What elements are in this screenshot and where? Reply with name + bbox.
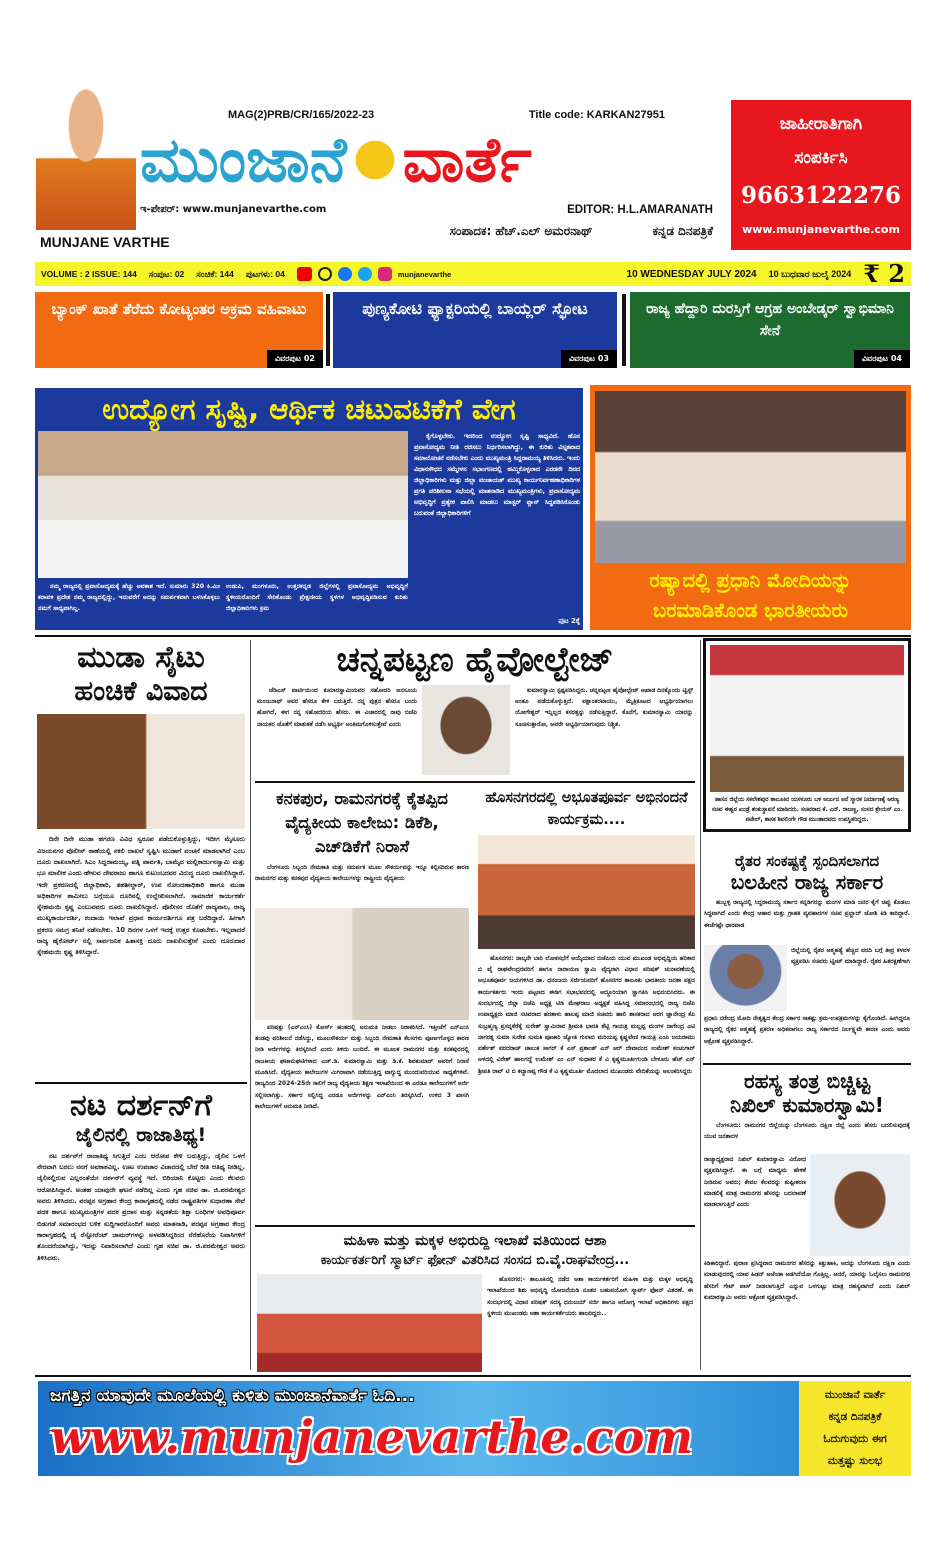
hosanagara-photo <box>478 835 695 949</box>
teaser-highway[interactable] <box>630 292 910 368</box>
nikhil-body-bottom: ಕಿಡಿಕಾರಿದ್ದಾರೆ. ಪುರಾಣ ಪ್ರಸಿದ್ಧವಾದ ರಾಮನಗರ ಹೆಸರನ್ನು ಕಿತ್ತುಹಾಕಿ, ಅದನ್ನು ಬೆಂಗಳೂರು ದಕ್ಷಿಣ ಎಂದು ಮಾಡುವುದರಲ್ಲಿ ಯಾವ ಹಿಡನ್ ಅಜೆಂಡಾ ಅಡಗಿದೆಯೋ ಗೊತ್ತಿಲ್ಲ. ಆದರೆ, ಯಾರನ್ನು ಓಲೈಸಲು ರಾಮನಗರ ಹೆಸರಿಗೆ ಗೇಟ್ ಪಾಸ್ ನೀಡಲಾಗುತ್ತಿದೆ ಎನ್ನುವ ಒಳಗುಟ್ಟು ಮಾತ್ರ ರಹಸ್ಯವಾಗಿದೆ ಎಂದು ನಿಖಿಲ್ ಕುಮಾರಸ್ವಾಮಿ ಅವರು ಆಕ್ರೋಶ ವ್ಯಕ್ತಪಡಿಸಿದ್ದಾರೆ. <box>704 1260 910 1301</box>
price: ₹ 2 <box>863 259 905 288</box>
nikhil-photo <box>810 1154 910 1256</box>
hosanagara-headline: ಹೊಸನಗರದಲ್ಲಿ ಅಭೂತಪೂರ್ವ ಅಭಿನಂದನೆ ಕಾರ್ಯಕ್ರಮ.... <box>485 789 688 828</box>
asha-photo <box>257 1274 482 1372</box>
nikhil-headline-2: ನಿಖಿಲ್ ಕುಮಾರಸ್ವಾಮಿ! <box>730 1093 884 1117</box>
lead-body-b: ಉಡುಪಿ, ಮಂಗಳೂರು, ಉತ್ತರಕನ್ನಡ ಜಿಲ್ಲೆಗಳಲ್ಲಿ ಪ್ರವಾಸೋದ್ಯಮ ಅಭಿವೃದ್ಧಿಗೆ ಸ್ಥಳೀಯರೊಂದಿಗೆ ಸೇರಿಕೊಂಡು ಪ್ರೇಕ್ಷಣೀಯ ಸ್ಥಳಗಳ ಅಭಿವೃದ್ಧಿಪಡಿಸುವ ಕುರಿತು ಜಿಲ್ಲಾಧಿಕಾರಿಗಳು ಕ್ರಮ <box>226 583 408 612</box>
medical-headline: ಕನಕಪುರ, ರಾಮನಗರಕ್ಕೆ ಕೈತಪ್ಪಿದ ವೈದ್ಯಕೀಯ ಕಾಲೇಜು: ಡಿಕೆಶಿ, ಎಚ್‌ಡಿಕೆಗೆ ನಿರಾಸೆ <box>276 788 448 856</box>
section-divider <box>255 781 695 783</box>
banner-side-box <box>799 1381 911 1476</box>
instagram-icon[interactable] <box>378 267 392 281</box>
banner-side-line: ಕನ್ನಡ ದಿನಪತ್ರಿಕೆ <box>828 1411 882 1423</box>
asha-headline-1: ಮಹಿಳಾ ಮತ್ತು ಮಕ್ಕಳ ಅಭಿರುದ್ದಿ ಇಲಾಖೆ ವತಿಯಿಂದ ಆಶಾ <box>343 1233 607 1249</box>
banner-side-line: ಓದುಗುವುದು ಈಗ <box>823 1433 887 1445</box>
date-en: 10 WEDNESDAY JULY 2024 <box>626 268 757 280</box>
banner-tagline: ಜಗತ್ತಿನ ಯಾವುದೇ ಮೂಲೆಯಲ್ಲಿ ಕುಳಿತು ಮುಂಜಾನೆವಾರ್ತೆ ಓದಿ... <box>50 1386 415 1406</box>
asha-headline-2: ಕಾರ್ಯಕರ್ತರಿಗೆ ಸ್ಮಾರ್ಟ್ ಫೋನ್ ವಿತರಿಸಿದ ಸಂಸದ ಬಿ.ವೈ.ರಾಘವೇಂದ್ರ... <box>320 1253 630 1268</box>
farmers-body-side: ಜಿಲ್ಲೆಯಲ್ಲಿ ರೈತರ ಆತ್ಮಹತ್ಯೆ ಹೆಚ್ಚಿದ ವರದಿ ಬಗ್ಗೆ ತೀವ್ರ ಕಳವಳ ವ್ಯಕ್ತಪಡಿಸಿ ಸಚಿವರು ಟ್ವೀಟ್ ಮಾಡಿದ್ದಾರೆ. ರೈತರ ಹಿತರಕ್ಷಣೆಗಾಗಿ <box>791 947 910 966</box>
lead-body-right: ಕೈಗೊಳ್ಳಬೇಕು. ಇದರಿಂದ ಉದ್ಯೋಗ ಸೃಷ್ಟಿ ಸಾಧ್ಯವಿದೆ. ಹೊಸ ಪ್ರವಾಸೋದ್ಯಮ ನೀತಿ ರಚಿಸಲು ನಿರ್ಧರಿಸಲಾಗಿದ್ದು, ಈ ಕುರಿತು ವಿಸ್ತೃತವಾದ ಸಮಾಲೋಚನೆ ನಡೆಸಬೇಕು ಎಂದು ಮುಖ್ಯಮಂತ್ರಿ ಸಿದ್ದರಾಮಯ್ಯ ತಿಳಿಸಿದರು. ಇಂದು ವಿಧಾನಸೌಧದ ಸಮ್ಮೇಳನ ಸಭಾಂಗಣದಲ್ಲಿ ಹಮ್ಮಿಕೊಳ್ಳಲಾದ ಎರಡನೇ ದಿನದ ಜಿಲ್ಲಾಧಿಕಾರಿಗಳು ಮತ್ತು ಜಿಲ್ಲಾ ಪಂಚಾಯತ್ ಮುಖ್ಯ ಕಾರ್ಯನಿರ್ವಹಣಾಧಿಕಾರಿಗಳ ಪ್ರಗತಿ ಪರಿಶೀಲನಾ ಸಭೆಯಲ್ಲಿ ಮಾತನಾಡಿದ ಮುಖ್ಯಮಂತ್ರಿಗಳು, ಪ್ರವಾಸೋದ್ಯಮ ಅಭಿವೃದ್ಧಿಗೆ ಪ್ರತ್ಯೇಕ ಪಾಲಿಸಿ ಮಾಡಲು ಮಾಸ್ಟರ್ ಪ್ಲಾನ್ ಸಿದ್ಧಪಡಿಸಿಕೊಂಡು ಬರುವಂತೆ ಜಿಲ್ಲಾಧಿಕಾರಿಗಳಿಗೆ <box>414 432 580 518</box>
kumaraswamy-photo <box>422 685 510 775</box>
ad-line2: ಸಂಪರ್ಕಿಸಿ <box>794 148 848 168</box>
hassan-caption: ಹಾಸನ ಜಿಲ್ಲೆಯ ಸಕಲೇಶಪುರ ತಾಲೂಕಿನ ಯಸಳೂರು ಬಳಿ ಅರ್ಜುನ ಆನೆ ಸ್ಮಾರಕ ನಿರ್ಮಾಣಕ್ಕೆ ಅರಣ್ಯ ಸಚಿವ ಈಶ್ವರ ಖಂಡ್ರೆ ಶಂಕುಸ್ಥಾಪನೆ ಮಾಡಿದರು. ಸಚಿವರಾದ ಕೆ. ಎನ್. ರಾಜಣ್ಣ, ಸಂಸದ ಶ್ರೇಯಸ್ ಎಂ. ಪಟೇಲ್, ಶಾಸಕ ಶಿವಲಿಂಗೇ ಗೌಡ ಮುಂತಾದವರು ಉಪಸ್ಥಿತರಿದ್ದರು. <box>711 797 903 823</box>
ad-line1: ಜಾಹೀರಾತಿಗಾಗಿ <box>779 114 863 134</box>
divider <box>326 294 330 366</box>
teaser-boiler-blast[interactable] <box>333 292 617 368</box>
farmers-headline-2: ಬಲಹೀನ ರಾಜ್ಯ ಸರ್ಕಾರ <box>730 870 884 894</box>
info-bar <box>35 259 911 288</box>
web-icon[interactable] <box>318 267 332 281</box>
muda-body: ದಿನೇ ದಿನೇ ಮುಡಾ ಹಗರಣ ವಿವಿಧ ಸ್ವರೂಪ ಪಡೆದುಕೊಳ್ಳುತ್ತಿದ್ದು, ಇದೀಗ ಮೈಸೂರು ವಿಜಯನಗರ ಪೊಲೀಸ್ ಠಾಣೆಯಲ್ಲಿ ನಕಲಿ ದಾಖಲೆ ಸೃಷ್ಟಿಸಿ ಮುಡಾಗೆ ವಂಚನೆ ಮಾಡಲಾಗಿದೆ ಎಂಬ ದೂರು ದಾಖಲಾಗಿದೆ. ಸಿಎಂ ಸಿದ್ದರಾಮಯ್ಯ, ಪತ್ನಿ ಪಾರ್ವತಿ, ಬಾಮೈದ ಮಲ್ಲಿಕಾರ್ಜುನಸ್ವಾಮಿ ಮತ್ತು ಭೂ ಮಾಲೀಕ ಎಂದು ಹೇಳುವ ದೇವರಾಜು ಹಾಗೂ ಕುಟುಂಬದವರ ವಿರುದ್ಧ ದೂರು ದಾಖಲಿಸಿದ್ದಾರೆ. ಇದೇ ಪ್ರಕರಣದಲ್ಲಿ ಜಿಲ್ಲಾಧಿಕಾರಿ, ತಹಶೀಲ್ದಾರ್, ಉಪ ನೋಂದಣಾಧಿಕಾರಿ ಹಾಗೂ ಮುಡಾ ಅಧಿಕಾರಿಗಳ ಶಾಮೀಲು ಬಗ್ಗೆಯೂ ದೂರಿನಲ್ಲಿ ಉಲ್ಲೇಖಿಸಲಾಗಿದೆ. ಸಾಮಾಜಿಕ ಕಾರ್ಯಕರ್ತೆ ಸ್ನೇಹಮಯಿ ಕೃಷ್ಣ ಎಂಬುವವರು ದೂರು ದಾಖಲಿಸಿದ್ದಾರೆ. ಪೊಲೀಸರ ಜೊತೆಗೆ ರಾಜ್ಯಪಾಲ, ರಾಜ್ಯ ಮುಖ್ಯಕಾರ್ಯದರ್ಶಿ, ಕಂದಾಯ ಇಲಾಖೆ ಪ್ರಧಾನ ಕಾರ್ಯದರ್ಶಿಗೂ ಪತ್ರ ಬರೆದಿದ್ದಾರೆ. ಹೀಗಾಗಿ ಪ್ರಕರಣ ಸಮಗ್ರ ತನಿಖೆ ನಡೆಸಬೇಕು. 10 ದಿನಗಳ ಒಳಗೆ ಇದಕ್ಕೆ ಉತ್ತರ ಕೊಡಬೇಕು. ಇಲ್ಲವಾದರೆ ರಾಜ್ಯ ಹೈಕೋರ್ಟ್ ನಲ್ಲಿ ಸಾರ್ವಜನಿಕ ಹಿತಾಸಕ್ತಿ ದೂರು ದಾಖಲಿಸುತ್ತೇನೆ ಎಂದು ದೂರುದಾರ ಸ್ನೇಹಮಯಿ ಕೃಷ್ಣ ತಿಳಿಸಿದ್ದಾರೆ. <box>37 835 245 957</box>
joshi-photo <box>704 945 787 1011</box>
lead-continued[interactable]: ಪುಟ 2ಕ್ಕೆ <box>558 617 580 625</box>
teaser-title: ರಾಜ್ಯ ಹೆದ್ದಾರಿ ದುರಸ್ತಿಗೆ ಆಗ್ರಹ ಅಂಬೇಡ್ಕರ್ ಸ್ವಾಭಿಮಾನಿ ಸೇನೆ <box>646 301 894 339</box>
editor-en: EDITOR: H.L.AMARANATH <box>567 204 713 216</box>
page-count: ಪುಟಗಳು: 04 <box>245 268 285 279</box>
section-divider <box>255 1225 695 1227</box>
farmers-headline-1: ರೈತರ ಸಂಕಷ್ಟಕ್ಕೆ ಸ್ಪಂದಿಸಲಾಗದ <box>734 852 880 870</box>
samputa: ಸಂಪುಟ: 02 <box>148 268 185 279</box>
divider <box>622 294 626 366</box>
section-divider <box>35 1082 247 1084</box>
logo-munjane: ಮುಂಜಾನೆ <box>140 123 347 196</box>
teaser-title: ಬ್ಯಾಂಕ್ ಖಾತೆ ತೆರೆದು ಕೋಟ್ಯಂತರ ಅಕ್ರಮ ವಹಿವಾಟು <box>51 300 307 318</box>
ad-contact-box[interactable] <box>731 100 911 250</box>
reg-number: MAG(2)PRB/CR/165/2022-23 <box>228 109 375 121</box>
masthead-name-en: MUNJANE VARTHE <box>40 234 170 250</box>
medical-body: ಪರಿಷತ್ತು (ಎನ್‌ಎಂಸಿ) ಕೋರ್ಸ್ ಹಂತದಲ್ಲಿ ಅನುಮತಿ ನೀಡಲು ನಿರಾಕರಿಸಿದೆ. ಇತ್ತೀಚೆಗೆ ಎನ್‌ಎಂಸಿ ತಂಡವು ಪರಿಶೀಲನೆ ನಡೆಸಿದ್ದು, ಮೂಲಸೌಕರ್ಯ ಮತ್ತು ಸಿಬ್ಬಂದಿ ನೇಮಕಾತಿ ಕೆಲಸಗಳು ಪೂರ್ಣಗೊಳ್ಳದ ಕಾರಣ ನೀಡಿ ಅರ್ಜಿಗಳನ್ನು ತಿರಸ್ಕರಿಸಿದೆ ಎಂದು ತಿಳಿದು ಬಂದಿದೆ. ಈ ಮೂಲಕ ರಾಮನಗರ ಮತ್ತು ಕನಕಪುರದಲ್ಲಿ ರಾಜಕೀಯ ಘಟಾನುಘಟಿಗಳಾದ ಎಚ್.ಡಿ. ಕುಮಾರಸ್ವಾಮಿ ಮತ್ತು ಡಿ.ಕೆ. ಶಿವಕುಮಾರ್ ಅವರಿಗೆ ನಿರಾಸೆ ಮೂಡಿಸಿದೆ. ವೈದ್ಯಕೀಯ ಕಾಲೇಜುಗಳ ಮಿಗಿರಾವಾಗಿ ನಡೆಯುತ್ತಿದ್ದ ವಾಗ್ಯುದ್ಧ ಮುಂದುವರಿಯುವ ಸಾಧ್ಯತೆಗಳಿವೆ. ರಾಜ್ಯದಿಂದ 2024-25ನೇ ಸಾಲಿಗೆ ರಾಜ್ಯ ವೈದ್ಯಕೀಯ ಶಿಕ್ಷಣ ಇಲಾಖೆಯಿಂದ ಈ ಎರಡೂ ಕಾಲೇಜುಗಳಿಗೆ ಅರ್ಜಿ ಸಲ್ಲಿಸಲಾಗಿತ್ತು. ಸರ್ಕಾರ ಸಲ್ಲಿಸಿದ್ದ ಎರಡೂ ಅರ್ಜಿಗಳನ್ನು ಎನ್‌ಎಂಸಿ ತಿರಸ್ಕರಿಸಿದೆ. ಉಳಿದ 3 ಖಾಸಗಿ ಕಾಲೇಜುಗಳಿಗೆ ಅನುಮತಿ ನೀಡಿದೆ. <box>255 1023 469 1110</box>
youtube-icon[interactable] <box>297 267 312 281</box>
lead-story[interactable] <box>35 388 583 630</box>
facebook-icon[interactable] <box>338 267 352 281</box>
date-kn: 10 ಬುಧವಾರ ಜುಲೈ 2024 <box>768 268 852 279</box>
darshan-body: ನಟ ದರ್ಶನ್‌ಗೆ ರಾಜಾತಿಥ್ಯ ಸಿಗುತ್ತಿದೆ ಎಂಬ ಆರೋಪ ಕೇಳಿ ಬರುತ್ತಿದ್ದು, ಜೈಲಿನ ಒಳಗೆ ನೇರವಾಗಿ ಬರಲು ನನಗೆ ಅವಕಾಶವಿಲ್ಲ. ಊಟ ಉಪಚಾರ ವಿಚಾರದಲ್ಲಿ ಬೇರೆ ರೀತಿ ಆತಿಥ್ಯ ನೀಡಿಲ್ಲ. ಜೈಲಿನಲ್ಲಿರುವ ಎಲ್ಲರಂತೆಯೇ ದರ್ಶನ್‌ಗೆ ವ್ಯವಸ್ಥೆ ಇದೆ. ಬಿರಿಯಾನಿ ಕೊಟ್ಟರು ಎಂದು ಕೆಲವರು ಆರೋಪಿಸಿದ್ದಾರೆ. ಅಂತಹ ಯಾವುದೇ ಘಟನೆ ನಡೆದಿಲ್ಲ ಎಂದು ಗೃಹ ಸಚಿವ ಡಾ. ಜಿ.ಪರಮೇಶ್ವರ ಅವರು ತಿಳಿಸಿದರು. ಪರಪ್ಪನ ಅಗ್ರಹಾರ ಕೇಂದ್ರ ಕಾರಾಗೃಹದಲ್ಲಿ ನಡೆದ ರಾಷ್ಟ್ರಪತಿಗಳ ಸುಧಾರಣಾ ಸೇವೆ ಪದಕ ಹಾಗೂ ಮುಖ್ಯಮಂತ್ರಿಗಳ ಪದಕ ಪ್ರದಾನ ಮತ್ತು ಸನ್ನಡತೆಯ ಶಿಕ್ಷಾ ಬಂಧಿಗಳ ಅವಧಿಪೂರ್ವ ಬಿಡುಗಡೆ ಸಮಾರಂಭದ ಬಳಿಕ ಸುದ್ದಿಗಾರರೊಂದಿಗೆ ಅವರು ಮಾತನಾಡಿ, ಪರಪ್ಪನ ಅಗ್ರಹಾರ ಕೇಂದ್ರ ಕಾರಾಗೃಹದಲ್ಲಿ ಜೈ ರೆಸ್ಟೋರೆಂಟ್ ಜಾಮರ್‌ಗಳನ್ನು ಅಳವಡಿಸಿದ್ದರಿಂದ ನೆರೆಹೊರೆಯ ನಿವಾಸಿಗಳಿಗೆ ತೊಂದರೆಯಾಗಿದ್ದು, ಇದನ್ನು ನಿವಾರಿಸಲಾಗಿದೆ ಎಂದು ಗೃಹ ಸಚಿವ ಡಾ. ಜಿ.ಪರಮೇಶ್ವರ ಅವರು ತಿಳಿಸಿದರು. <box>37 1151 245 1262</box>
darshan-headline-1: ನಟ ದರ್ಶನ್‌ಗೆ <box>70 1088 212 1124</box>
modi-russia-photo <box>595 391 906 563</box>
banner-side-line: ಮುಂಜಾನೆ ವಾರ್ತೆ <box>824 1389 886 1401</box>
banner-side-line: ಮತ್ತಷ್ಟು ಸುಲಭ <box>827 1455 883 1467</box>
masthead-center <box>140 108 725 258</box>
dks-hdk-photo <box>255 908 469 1020</box>
epaper-url[interactable]: ಇ-ಪೇಪರ್: www.munjanevarthe.com <box>140 204 327 215</box>
lead-body-a: ನಮ್ಮ ರಾಜ್ಯದಲ್ಲಿ ಪ್ರವಾಸೋದ್ಯಮಕ್ಕೆ ಹೆಚ್ಚು ಅವಕಾಶ ಇದೆ. ಸುಮಾರು 320 ಕಿ.ಮೀ ಕರಾವಳಿ ಪ್ರದೇಶ ನಮ್ಮ ರಾಜ್ಯದಲ್ಲಿದ್ದು, ಇದುವರೆಗೆ ಅದನ್ನು ಸಮರ್ಪಕವಾಗಿ ಬಳಸಿಕೊಳ್ಳಲು ನಮಗೆ ಸಾಧ್ಯವಾಗಿಲ್ಲ. <box>38 583 220 612</box>
nikhil-body-top: ಬೆಂಗಳೂರು: ರಾಮನಗರ ಜಿಲ್ಲೆಯನ್ನು ಬೆಂಗಳೂರು ದಕ್ಷಿಣ ಜಿಲ್ಲೆ ಎಂದು ಹೆಸರು ಬದಲಿಸುವುದಕ್ಕೆ ಯುವ ಜನತಾದಳ <box>704 1122 910 1141</box>
ad-phone: 9663122276 <box>740 182 902 209</box>
teaser-page: ವಿವರಪುಟ 04 <box>854 350 910 368</box>
russia-headline: ರಷ್ಯಾದಲ್ಲಿ ಪ್ರಧಾನಿ ಮೋದಿಯನ್ನು ಬರಮಾಡಿಕೊಂಡ ಭಾರತೀಯರು <box>649 569 852 622</box>
teaser-page: ವಿವರಪುಟ 03 <box>561 350 617 368</box>
nikhil-body-side: ರಾಜ್ಯಾಧ್ಯಕ್ಷರಾದ ನಿಖಿಲ್ ಕುಮಾರಸ್ವಾಮಿ ವಿರೋಧ ವ್ಯಕ್ತಪಡಿಸಿದ್ದಾರೆ. ಈ ಬಗ್ಗೆ ಮಾಧ್ಯಮ ಹೇಳಿಕೆ ನೀಡಿರುವ ಅವರು; ಕೇವಲ ಕೆಲವರನ್ನು ತುಷ್ಟೀಕರಣ ಮಾಡಲಿಕ್ಕೆ ಮಾತ್ರ ರಾಮನಗರ ಹೆಸರನ್ನು ಬದಲಾವಣೆ ಮಾಡಲಾಗುತ್ತಿದೆ ಎಂದು <box>704 1156 806 1209</box>
section-divider <box>35 1375 911 1377</box>
logo-varthe: ವಾರ್ತೆ <box>402 123 532 196</box>
paper-type: ಕನ್ನಡ ದಿನಪತ್ರಿಕೆ <box>652 224 713 238</box>
darshan-headline-2: ಜೈಲಿನಲ್ಲಿ ರಾಜಾತಿಥ್ಯ! <box>75 1124 207 1147</box>
volume-issue: VOLUME : 2 ISSUE: 144 <box>41 269 137 279</box>
teaser-bank-fraud[interactable] <box>35 292 323 368</box>
sanchike: ಸಂಚಿಕೆ: 144 <box>196 268 234 279</box>
lead-headline: ಉದ್ಯೋಗ ಸೃಷ್ಟಿ, ಆರ್ಥಿಕ ಚಟುವಟಿಕೆಗೆ ವೇಗ <box>102 392 516 426</box>
right-column <box>703 638 911 1372</box>
ad-url: www.munjanevarthe.com <box>742 223 900 236</box>
title-code: Title code: KARKAN27951 <box>528 109 665 121</box>
website-banner[interactable] <box>38 1381 911 1476</box>
social-handle[interactable]: munjanevarthe <box>397 269 452 279</box>
muda-headline-1: ಮುಡಾ ಸೈಟು <box>77 640 205 675</box>
editor-kn: ಸಂಪಾದಕ: ಹೆಚ್.ಎಲ್ ಅಮರನಾಥ್ <box>449 224 593 238</box>
hassan-photo <box>710 645 904 792</box>
farmers-body-top: ಹುಬ್ಬಳ್ಳಿ ರಾಜ್ಯದಲ್ಲಿ ಸಿದ್ದರಾಮಯ್ಯ ಸರ್ಕಾರ ಕನ್ನಡಿಗರನ್ನು ಮಂಗಳ ಮಾಡಿ ಜನರ ಕೈಗೆ ಚಿಪ್ಪು ಕೊಡಲು ಸಿದ್ಧವಾಗಿದೆ ಎಂದು ಕೇಂದ್ರ ಆಹಾರ ಮತ್ತು ಗ್ರಾಹಕ ವ್ಯವಹಾರಗಳ ಸಚಿವ ಪ್ರಲ್ಹಾದ್ ಜೋಶಿ ಕಿಡಿ ಕಾರಿದ್ದಾರೆ. ಈಚೆಗಷ್ಟೇ ಧಾರವಾಡ <box>704 899 910 929</box>
twitter-icon[interactable] <box>358 267 372 281</box>
asha-body: ಹೊಸನಗರ:- ತಾಲೂಕಿನಲ್ಲಿ ನಡೆದ ಆಶಾ ಕಾರ್ಯಕರ್ತರಿಗೆ ಮಹಿಳಾ ಮತ್ತು ಮಕ್ಕಳ ಅಭಿವೃದ್ಧಿ ಇಲಾಖೆಯಿಂದ ಶಿಶು ಅಭಿವೃದ್ಧಿ ಯೋಜನೆಯಡಿ ನೂತನ ಬಹುಪಯೋಗಿ ಸ್ಮಾರ್ಟ್ ಫೋನ್ ವಿತರಣೆ. ಈ ಸಂದರ್ಭದಲ್ಲಿ ವಿಧಾನ ಪರಿಷತ್ ಸದಸ್ಯ ಧನಂಜಯ್ ಸರ್ಜಿ ಹಾಗೂ ಆರೋಗ್ಯ ಇಲಾಖೆ ಅಧಿಕಾರಿಗಳು ಪಕ್ಷದ ಸ್ಥಳೀಯ ಮುಖಂಡರು ಆಶಾ ಕಾರ್ಯಕರ್ತೆಯರು ಹಾಜರಿದ್ದರು.. <box>487 1276 693 1317</box>
hassan-photo-box <box>703 638 911 832</box>
hosanagara-body: ಹೊಸನಗರ: ನಾಲ್ಕನೇ ಬಾರಿ ಲೋಕಸಭೆಗೆ ಆಯ್ಕೆಯಾದ ಬಿಜೆಪಿಯ ಯುವ ಮುಖಂಡ ಅಭಿವೃದ್ಧಿಯ ಹರಿಕಾರ ಬಿ ವೈ ರಾಘವೇಂದ್ರರವರಿಗೆ ಹಾಗೂ ನಾರಾಯಣ ಸ್ವಾಮಿ ವೈದ್ಯರಾಗಿ ವಿಧಾನ ಪರಿಷತ್ ಚುನಾವಣೆಯಲ್ಲಿ ಅಭೂತಪೂರ್ವ ಜಯಗಳಿಸಿದ ಡಾ. ಧನಂಜಯ ಸರ್ಜಿಯವರಿಗೆ ಹೊಸನಗರ ತಾಲೂಕು ಭಾರತೀಯ ಜನತಾ ಪಕ್ಷದ ಕಾರ್ಯಕರ್ತರು ಇಂದು ಪಟ್ಟಣದ ಈಡಿಗ ಸಭಾಭವನದಲ್ಲಿ ಅದ್ದೂರಿಯಾಗಿ ಸ್ವಾಗತಿಸಿ ಅಭಿನಂದಿಸಿದರು. ಈ ಸಂದರ್ಭದಲ್ಲಿ ಜಿಲ್ಲಾ ಬಿಜೆಪಿ ಅಧ್ಯಕ್ಷ ಟಿಡಿ ಮೇಘರಾಜ ಅಧ್ಯಕ್ಷತೆ ವಹಿಸಿದ್ದ ಸಮಾರಂಭದಲ್ಲಿ ರಾಜ್ಯ ಬಿಜೆಪಿ ಉಪಾಧ್ಯಕ್ಷರು ಮಾಜಿ ಸಚಿವರಾದ ಹರತಾಳು ಹಾಲಪ್ಪ ಮಾಜಿ ಸಚಿವರು ಹಾಲಿ ಶಾಸಕರಾದ ಆರಗ ಜ್ಞಾನೇಂದ್ರ ಕೆಪಿ ಸುಬ್ರಹ್ಮಣ್ಯ ಪ್ರಸನ್ನಕೆರೆಕೈ ಸುರೇಶ್ ಸ್ವಾಮಿರಾವ ಶ್ರೀಮತಿ ಭಾರತಿ ಶೆಟ್ಟಿ ಗಾಯತ್ರಿ ಮಲ್ಲಪ್ಪ ಮಂಗಳ ನಾಗೇಂದ್ರ ಎಟಿ ನಾಗರತ್ನ ಸುಮಾ ಸುರೇಶ ಸುಮತಿ ಪೂಜಾರಿ ಜ್ಯೋತಿ ಗುಲಾಬಿ ಮರಿಯಪ್ಪ ಕೃಷ್ಣವೇಣಿ ಗಾಯತ್ರಿ ಎಂಪಿ ಜಯರಾಮು ವರ್ತೇಶ್ ವರದರಾಜ್ ಚಾಲುಕ ಸಾಗರ್ ಕೆ ಎಸ್ ಪ್ರಶಾಂತ್ ಎನ್ ಆರ್ ದೇವಾನಂದ ಉಮೇಶ್ ಕಂಚುಗಾರ್ ಆಳದಲ್ಲಿ ವಿರೇಶ್ ಹಾಲಗದ್ದೆ ಉಮೇಶ್ ಎಂ ಎನ್ ಸುಧಾಕರ ಕೆ ವಿ ಕೃಷ್ಣಮೂರ್ತಿಗುಂಡಿ ಬೇಳೂರು ಹೆಚ್ ಎನ್ ಶ್ರೀಪತಿ ರಾವ್ ಟಿ ಬಿ ಕಲ್ಯಾಣಪ್ಪ ಗೌಡ ಕೆ ವಿ ಕೃಷ್ಣಮೂರ್ತಿ ಮೊದಲಾದ ಮುಖಂಡರು ವೇದಿಕೆಯನ್ನು ಅಲಂಕರಿಸಿದ್ದರು <box>478 954 695 1075</box>
muda-headline-2: ಹಂಚಿಕೆ ವಿವಾದ <box>74 676 208 707</box>
russia-story[interactable] <box>590 385 911 630</box>
medical-body-top: ಬೆಂಗಳೂರು ಸಿಬ್ಬಂದಿ ನೇಮಕಾತಿ ಮತ್ತು ಸಮರ್ಪಕ ಮೂಲ ಸೌಕರ್ಯವನ್ನು ಇನ್ನೂ ಕಲ್ಪಿಸದಿರುವ ಕಾರಣ ರಾಮನಗರ ಮತ್ತು ಕನಕಪುರ ವೈದ್ಯಕೀಯ ಕಾಲೇಜುಗಳನ್ನು ರಾಷ್ಟ್ರೀಯ ವೈದ್ಯಕೀಯ <box>255 863 469 883</box>
karnataka-map-emblem <box>347 128 403 192</box>
teaser-title: ಪುಣ್ಯಕೋಟಿ ಫ್ಯಾಕ್ಟರಿಯಲ್ಲಿ ಬಾಯ್ಲರ್ ಸ್ಫೋಟ <box>362 299 588 318</box>
channapatna-body-right: ಕುಮಾರಸ್ವಾಮಿ ಸ್ಪಷ್ಟಪಡಿಸಿದ್ದರು. ಚನ್ನಪಟ್ಟಣ ಹೈವೋಲ್ಟೇಜ್ ಆಖಾಡ ದಿನಕ್ಕೊಂದು ಟ್ವಿಸ್ಟ್ ಅಂತೂ ಪಡೆದುಕೊಳ್ಳುತ್ತಿದೆ. ಪಕ್ಷಾಂತರವಾಯು, ಮೈತ್ರಿಕೂಟದ ಅಭ್ಯರ್ಥಿಯಾಗಲು ಯೋಗೇಶ್ವರ್ ಇನ್ನಿಲ್ಲದ ಕಸರತ್ತನ್ನು ನಡೆಸುತ್ತಿದ್ದಾರೆ. ಕೊನೆಗೆ, ಕುಮಾರಸ್ವಾಮಿ ಯಾರನ್ನು ಸೂಚಿಸುತ್ತಾರೋ, ಅವರೇ ಅಭ್ಯರ್ಥಿಯಾಗುವುದು ನಿಶ್ಚಿತ. <box>515 686 693 728</box>
lead-meeting-photo <box>38 431 408 578</box>
teaser-page: ವಿವರಪುಟ 02 <box>267 350 323 368</box>
middle-column <box>255 640 695 1372</box>
banner-url[interactable]: www.munjanevarthe.com <box>50 1410 694 1464</box>
column-divider <box>250 640 251 1370</box>
section-divider <box>35 635 911 637</box>
section-divider <box>703 1063 911 1065</box>
channapatna-headline: ಚನ್ನಪಟ್ಟಣ ಹೈವೋಲ್ಟೇಜ್ <box>336 640 614 680</box>
muda-photo <box>37 714 245 829</box>
founder-portrait <box>36 85 136 230</box>
column-divider <box>700 640 701 1370</box>
farmers-body-bottom: ಪ್ರಧಾನಿ ನರೇಂದ್ರ ಮೋದಿ ನೇತೃತ್ವದ ಕೇಂದ್ರ ಸರ್ಕಾರ ಸಾಕಷ್ಟು ಕ್ರಮ-ಉಪಕ್ರಮಗಳನ್ನು ಕೈಗೊಂಡಿದೆ. ಹೀಗಿದ್ದರೂ ರಾಜ್ಯದಲ್ಲಿ ರೈತರ ಆತ್ಮಹತ್ಯೆ ಪ್ರಕರಣ ಅಧಿಕವಾಗಲು ರಾಜ್ಯ ಸರ್ಕಾರದ ನಿರ್ಲಕ್ಷ್ಯವೇ ಕಾರಣ ಎಂದು ಅವರು ಆಕ್ರೋಶ ವ್ಯಕ್ತಪಡಿಸಿದ್ದಾರೆ. <box>704 1015 910 1045</box>
left-column <box>35 640 247 1372</box>
nikhil-headline-1: ರಹಸ್ಯ ತಂತ್ರ ಬಿಚ್ಚಿಟ್ಟ <box>743 1069 870 1093</box>
channapatna-body-left: ಜೆಡಿಎಸ್ ಪಾರ್ಟಿಯಿಂದ ಕುಮಾರಸ್ವಾಮಿಯವರ ಸಹೋದರಿ ಅನಸೂಯ ಮಂಜುನಾಥ್ ಅವರ ಹೆಸರೂ ಕೇಳಿ ಬರುತ್ತಿದೆ. ನನ್ನ ಪುತ್ರನ ಹೆಸರೂ ಬಂದು ಹೋಗಿದೆ, ಈಗ ನನ್ನ ಸಹೋದರಿಯ ಹೆಸರು. ಈ ವಿಚಾರದಲ್ಲಿ ನಾವು ಬಿಜೆಪಿ ನಾಯಕರ ಜೊತೆಗೆ ಮಾತುಕತೆ ನಡೆಸಿ ಅಭ್ಯರ್ಥಿ ಅಂತಿಮಗೊಳಿಸುತ್ತೇವೆ ಎಂದು <box>257 686 417 728</box>
